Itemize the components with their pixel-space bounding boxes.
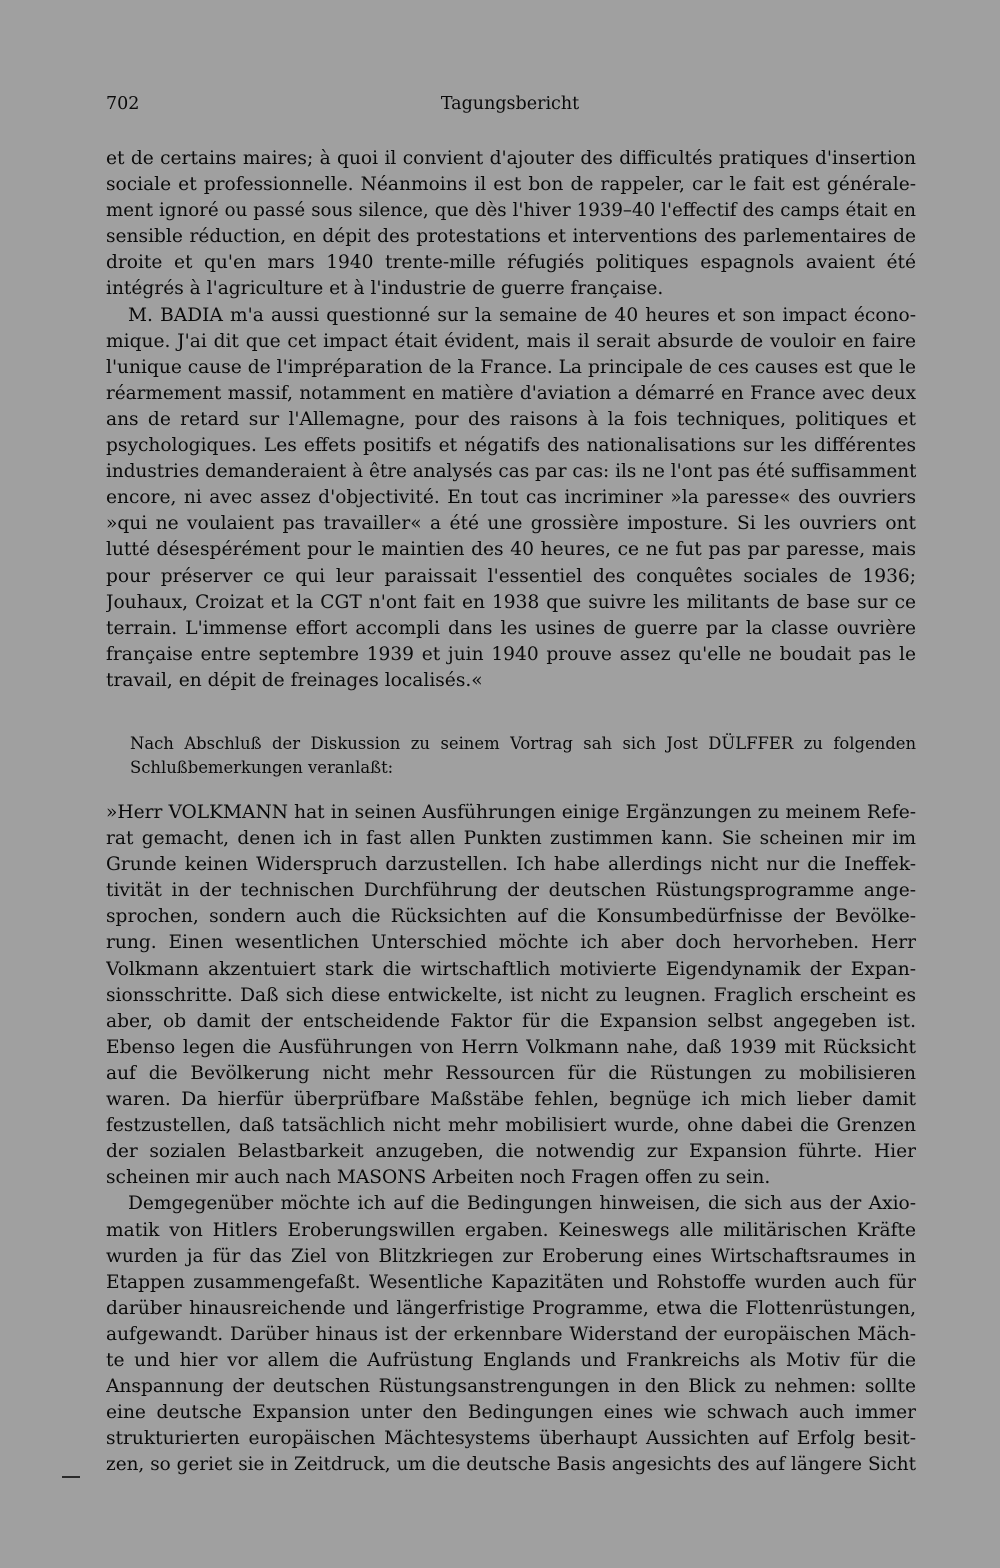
text-line: française entre septembre 1939 et juin 1940 prouve assez qu'elle ne boudait pas le: [106, 643, 916, 665]
text-line: sionsschritte. Daß sich diese entwickelte, ist nicht zu leugnen. Fraglich erscheint es: [106, 984, 916, 1006]
margin-mark: [62, 1476, 80, 1478]
text-line: aufgewandt. Darüber hinaus ist der erkennbare Widerstand der europäischen Mäch-: [106, 1323, 916, 1345]
text-line: der sozialen Belastbarkeit anzugeben, die notwendig zur Expansion führte. Hier: [106, 1141, 916, 1163]
text-line: »Herr VOLKMANN hat in seinen Ausführungen einige Ergänzungen zu meinem Refe-: [106, 802, 916, 823]
text-line: Ebenso legen die Ausführungen von Herrn Volkmann nahe, daß 1939 mit Rücksicht: [106, 1036, 916, 1058]
text-line: ans de retard sur l'Allemagne, pour des raisons à la fois techniques, politiques et: [106, 408, 916, 430]
text-line: darüber hinausreichende und längerfristige Programme, etwa die Flottenrüstungen,: [106, 1297, 916, 1319]
text-line: sensible réduction, en dépit des protestations et interventions des parlementaires de: [106, 226, 916, 248]
text-line: Anspannung der deutschen Rüstungsanstrengungen in den Blick zu nehmen: sollte: [106, 1376, 916, 1398]
text-line: »qui ne voulaient pas travailler« a été une grossière imposture. Si les ouvriers ont: [106, 513, 916, 535]
text-line: strukturierten europäischen Mächtesystems überhaupt Aussichten auf Erfolg besit-: [106, 1428, 916, 1450]
text-line: Etappen zusammengefaßt. Wesentliche Kapazitäten und Rohstoffe wurden auch für: [106, 1271, 916, 1293]
text-line: ment ignoré ou passé sous silence, que dès l'hiver 1939–40 l'effectif des camps était en: [106, 200, 916, 222]
french-passage: [106, 146, 916, 694]
discussion-intro-note: [130, 732, 916, 780]
page-header: [106, 94, 914, 118]
text-line: pour préserver ce qui leur paraissait l'essentiel des conquêtes sociales de 1936;: [106, 565, 916, 587]
text-line: psychologiques. Les effets positifs et négatifs des nationalisations sur les différentes: [106, 435, 916, 457]
text-line: Demgegenüber möchte ich auf die Bedingungen hinweisen, die sich aus der Axio-: [128, 1193, 916, 1215]
text-line: réarmement massif, notamment en matière d'aviation a démarré en France avec deux: [106, 382, 916, 404]
german-passage: [106, 800, 916, 1478]
text-line: industries demanderaient à être analysés cas par cas: ils ne l'ont pas été suffisamment: [106, 461, 916, 483]
text-line: encore, ni avec assez d'objectivité. En tout cas incriminer »la paresse« des ouvriers: [106, 487, 916, 509]
text-line: sprochen, sondern auch die Rücksichten auf die Konsumbedürfnisse der Bevölke-: [106, 906, 916, 928]
running-title: Tagungsbericht: [440, 94, 580, 114]
text-line: terrain. L'immense effort accompli dans les usines de guerre par la classe ouvrière: [106, 617, 916, 639]
page-number: 702: [106, 94, 140, 114]
text-line: Volkmann akzentuiert stark die wirtschaftlich motivierte Eigendynamik der Expan-: [106, 958, 916, 980]
text-line: droite et qu'en mars 1940 trente-mille réfugiés politiques espagnols avaient été: [106, 252, 916, 274]
text-line: lutté désespérément pour le maintien des 40 heures, ce ne fut pas par paresse, mais: [106, 539, 916, 561]
text-line: auf die Bevölkerung nicht mehr Ressourcen für die Rüstungen zu mobilisieren: [106, 1062, 916, 1084]
text-line: eine deutsche Expansion unter den Bedingungen eines wie schwach auch immer: [106, 1402, 916, 1424]
text-line: te und hier vor allem die Aufrüstung Englands und Frankreichs als Motiv für die: [106, 1349, 916, 1371]
text-line: scheinen mir auch nach MASONS Arbeiten noch Fragen offen zu sein.: [106, 1167, 771, 1189]
text-line: travail, en dépit de freinages localisés.«: [106, 669, 483, 691]
text-line: rat gemacht, denen ich in fast allen Punkten zustimmen kann. Sie scheinen mir im: [106, 828, 916, 850]
text-line: et de certains maires; à quoi il convient d'ajouter des difficultés pratiques d'insertion: [106, 148, 916, 169]
text-line: rung. Einen wesentlichen Unterschied möchte ich aber doch hervorheben. Herr: [106, 932, 916, 954]
text-line: zen, so geriet sie in Zeitdruck, um die deutsche Basis angesichts des auf längere Sicht: [106, 1454, 916, 1476]
text-line: waren. Da hierfür überprüfbare Maßstäbe fehlen, begnüge ich mich lieber damit: [106, 1089, 916, 1111]
text-line: matik von Hitlers Eroberungswillen ergaben. Keineswegs alle militärischen Kräfte: [106, 1219, 916, 1241]
text-line: wurden ja für das Ziel von Blitzkriegen zur Eroberung eines Wirtschaftsraumes in: [106, 1245, 916, 1267]
text-line: M. BADIA m'a aussi questionné sur la semaine de 40 heures et son impact écono-: [128, 304, 916, 326]
text-line: Nach Abschluß der Diskussion zu seinem Vortrag sah sich Jost DÜLFFER zu folgenden: [130, 734, 916, 753]
text-line: l'unique cause de l'impréparation de la France. La principale de ces causes est que le: [106, 356, 916, 378]
text-line: Schlußbemerkungen veranlaßt:: [130, 758, 394, 777]
text-line: intégrés à l'agriculture et à l'industrie de guerre française.: [106, 278, 664, 300]
text-line: aber, ob damit der entscheidende Faktor für die Expansion selbst angegeben ist.: [106, 1010, 916, 1032]
text-line: festzustellen, daß tatsächlich nicht mehr mobilisiert wurde, ohne dabei die Grenzen: [106, 1115, 916, 1137]
text-line: mique. J'ai dit que cet impact était évident, mais il serait absurde de vouloir en faire: [106, 330, 916, 352]
text-line: Grunde keinen Widerspruch darzustellen. Ich habe allerdings nicht nur die Ineffek-: [106, 854, 916, 876]
text-line: Jouhaux, Croizat et la CGT n'ont fait en 1938 que suivre les militants de base sur ce: [106, 591, 916, 613]
text-line: tivität in der technischen Durchführung der deutschen Rüstungsprogramme ange-: [106, 880, 916, 902]
text-line: sociale et professionnelle. Néanmoins il est bon de rappeler, car le fait est générale-: [106, 174, 916, 196]
